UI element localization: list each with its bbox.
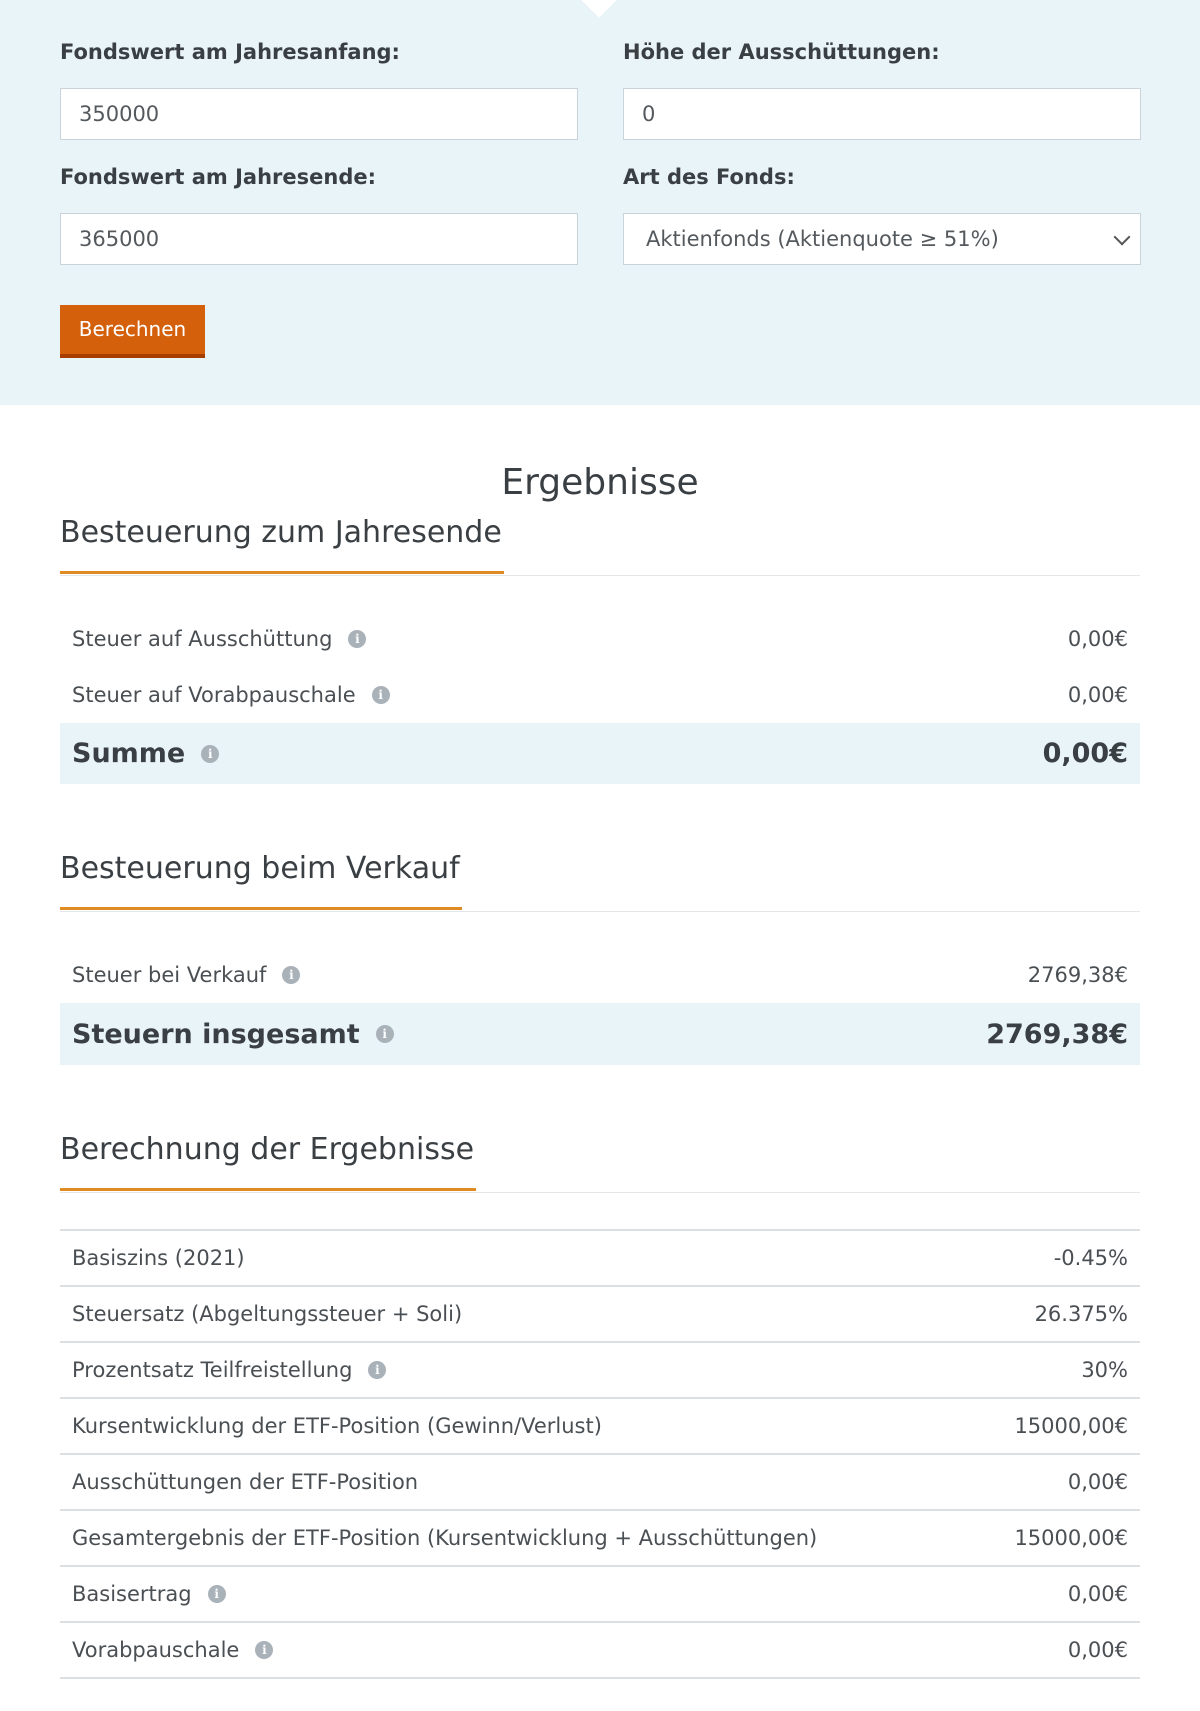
sum-label: Summe bbox=[72, 738, 186, 769]
section-year-end-header bbox=[60, 498, 1140, 576]
table-cell-label: Kursentwicklung der ETF-Position (Gewinn/Verlust) bbox=[72, 1414, 602, 1438]
sum-row bbox=[60, 723, 1140, 784]
table-cell-value: 15000,00€ bbox=[1014, 1414, 1128, 1438]
table-cell-label: Prozentsatz Teilfreistellung bbox=[72, 1358, 353, 1382]
result-row bbox=[60, 611, 1140, 667]
table-row bbox=[60, 1623, 1140, 1679]
result-row bbox=[60, 667, 1140, 723]
info-icon[interactable]: i bbox=[201, 745, 219, 763]
result-label: Steuer bei Verkauf bbox=[72, 963, 267, 987]
calculate-button[interactable]: Berechnen bbox=[60, 305, 205, 358]
distributions-field bbox=[623, 36, 1141, 140]
result-row bbox=[60, 947, 1140, 1003]
end-value-label: Fondswert am Jahresende: bbox=[60, 165, 377, 189]
table-cell-label: Steuersatz (Abgeltungssteuer + Soli) bbox=[72, 1302, 463, 1326]
result-value: 0,00€ bbox=[1067, 683, 1128, 707]
results-title: Ergebnisse bbox=[501, 462, 699, 503]
table-cell-label: Ausschüttungen der ETF-Position bbox=[72, 1470, 419, 1494]
table-cell-label: Basisertrag bbox=[72, 1582, 192, 1606]
table-row bbox=[60, 1511, 1140, 1567]
result-value: 0,00€ bbox=[1067, 627, 1128, 651]
fund-type-select[interactable] bbox=[623, 213, 1141, 265]
table-row bbox=[60, 1231, 1140, 1287]
table-cell-value: 30% bbox=[1081, 1358, 1128, 1382]
result-label: Steuer auf Ausschüttung bbox=[72, 627, 333, 651]
info-icon[interactable]: i bbox=[372, 686, 390, 704]
start-value-label: Fondswert am Jahresanfang: bbox=[60, 40, 400, 64]
fund-type-field bbox=[623, 161, 1141, 265]
table-cell-label: Vorabpauschale bbox=[72, 1638, 240, 1662]
info-icon[interactable]: i bbox=[348, 630, 366, 648]
table-row bbox=[60, 1343, 1140, 1399]
table-cell-value: 0,00€ bbox=[1067, 1582, 1128, 1606]
table-cell-value: 0,00€ bbox=[1067, 1638, 1128, 1662]
table-cell-value: 26.375% bbox=[1034, 1302, 1128, 1326]
start-value-input[interactable]: 350000 bbox=[60, 88, 578, 140]
result-value: 2769,38€ bbox=[1027, 963, 1128, 987]
distributions-input[interactable]: 0 bbox=[623, 88, 1141, 140]
section-calculation-header bbox=[60, 1115, 1140, 1193]
calculation-table bbox=[60, 1229, 1140, 1679]
info-icon[interactable]: i bbox=[376, 1025, 394, 1043]
distributions-label: Höhe der Ausschüttungen: bbox=[623, 40, 940, 64]
section-calculation-title: Berechnung der Ergebnisse bbox=[60, 1115, 476, 1191]
end-value-field bbox=[60, 161, 578, 265]
section-sale-title: Besteuerung beim Verkauf bbox=[60, 834, 462, 910]
section-year-end-title: Besteuerung zum Jahresende bbox=[60, 498, 504, 574]
table-cell-label: Basiszins (2021) bbox=[72, 1246, 245, 1270]
table-cell-value: 15000,00€ bbox=[1014, 1526, 1128, 1550]
fund-type-label: Art des Fonds: bbox=[623, 165, 795, 189]
end-value-input[interactable]: 365000 bbox=[60, 213, 578, 265]
start-value-field bbox=[60, 36, 578, 140]
calculator-form bbox=[0, 0, 1200, 405]
panel-notch bbox=[579, 0, 619, 18]
info-icon[interactable]: i bbox=[282, 966, 300, 984]
info-icon[interactable]: i bbox=[368, 1361, 386, 1379]
table-row bbox=[60, 1287, 1140, 1343]
sum-label: Steuern insgesamt bbox=[72, 1018, 360, 1050]
table-row bbox=[60, 1455, 1140, 1511]
table-cell-value: 0,00€ bbox=[1067, 1470, 1128, 1494]
table-cell-value: -0.45% bbox=[1053, 1246, 1128, 1270]
table-row bbox=[60, 1567, 1140, 1623]
sum-value: 2769,38€ bbox=[986, 1018, 1128, 1050]
sum-value: 0,00€ bbox=[1042, 738, 1128, 769]
chevron-down-icon bbox=[1114, 229, 1131, 246]
fund-type-selected-value: Aktienfonds (Aktienquote ≥ 51%) bbox=[646, 227, 999, 251]
table-cell-label: Gesamtergebnis der ETF-Position (Kursentwicklung + Ausschüttungen) bbox=[72, 1526, 818, 1550]
info-icon[interactable]: i bbox=[208, 1585, 226, 1603]
table-row bbox=[60, 1399, 1140, 1455]
sum-row bbox=[60, 1003, 1140, 1065]
result-label: Steuer auf Vorabpauschale bbox=[72, 683, 356, 707]
info-icon[interactable]: i bbox=[255, 1641, 273, 1659]
section-sale-header bbox=[60, 834, 1140, 912]
